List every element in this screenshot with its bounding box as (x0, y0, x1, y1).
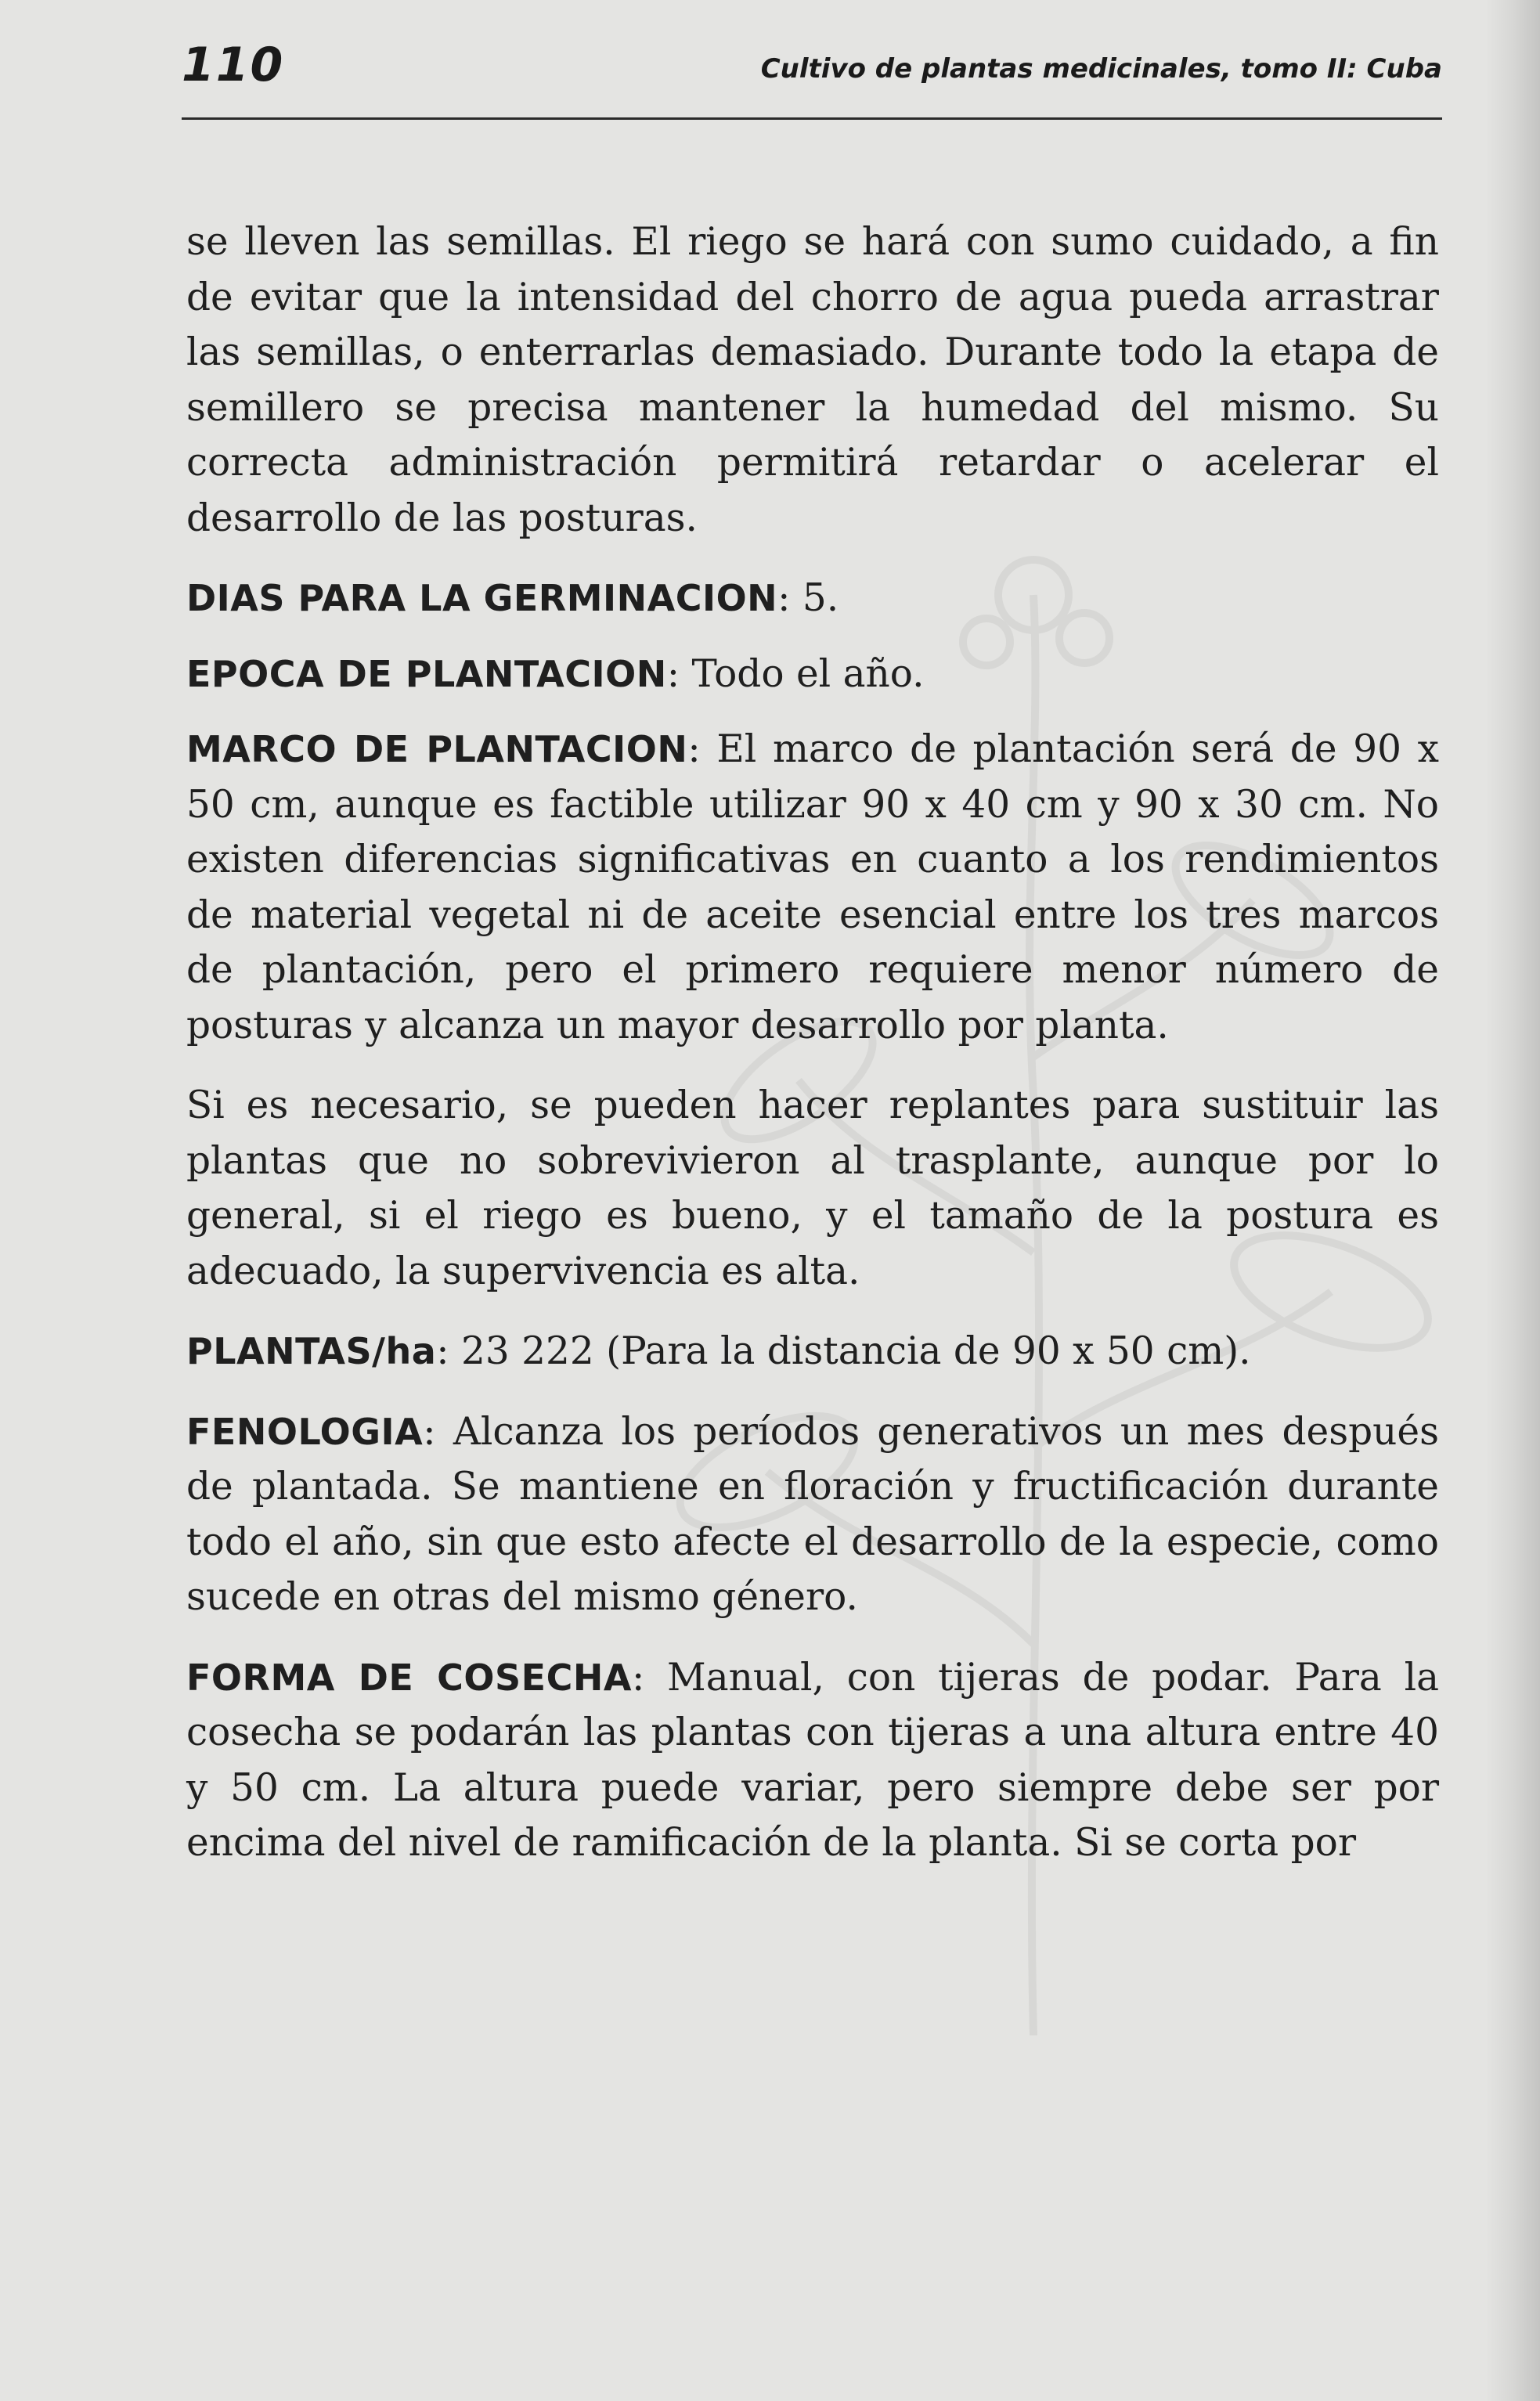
label-epoca-plantacion: EPOCA DE PLANTACION (186, 652, 667, 695)
label-marco-plantacion: MARCO DE PLANTACION (186, 728, 688, 770)
paragraph-replantes: Si es necesario, se pueden hacer replantes para sustituir las plantas que no sobrevivieron al trasplante, aunque por lo general, si el riego es bueno, y el tamaño de la postura es adecuado, la supervivencia es alta. (186, 1083, 1439, 1293)
label-plantas-ha: PLANTAS/ha (186, 1330, 437, 1372)
label-fenologia: FENOLOGIA (186, 1410, 424, 1453)
paragraph-riego: se lleven las semillas. El riego se hará con sumo cuidado, a fin de evitar que la intensidad del chorro de agua pueda arrastrar las semillas, o enterrarlas demasiado. Durante todo la etapa de semillero se precisa mantener la humedad del mismo. Su correcta administración permitirá retardar o acelerar el desarrollo de las posturas. (186, 220, 1439, 540)
label-forma-cosecha: FORMA DE COSECHA (186, 1656, 632, 1699)
value-forma-cosecha: : Manual, con tijeras de podar. Para la cosecha se podarán las plantas con tijeras a una altura entre 40 y 50 cm. La altura puede variar, pero siempre debe ser por encima del nivel de ramificación de la planta. Si se corta por (186, 1655, 1439, 1865)
paragraph-epoca-plantacion (186, 647, 1439, 702)
page-number: 110 (182, 38, 285, 92)
paragraph-marco-plantacion (186, 722, 1439, 1053)
value-epoca-plantacion: : Todo el año. (666, 651, 925, 696)
running-title: Cultivo de plantas medicinales, tomo II: Cuba (760, 53, 1442, 85)
value-dias-germinacion: : 5. (777, 576, 839, 620)
page-header (182, 31, 1442, 120)
value-marco-plantacion: : El marco de plantación será de 90 x 50 cm, aunque es factible utilizar 90 x 40 cm y 90 x 30 cm. No existen diferencias significativas en cuanto a los rendimientos de material vegetal ni de aceite esencial entre los tres marcos de plantación, pero el primero requiere menor número de posturas y alcanza un mayor desarrollo por planta. (186, 727, 1439, 1047)
value-fenologia: : Alcanza los períodos generativos un mes después de plantada. Se mantiene en floración y fructificación durante todo el año, sin que esto afecte el desarrollo de la especie, como sucede en otras del mismo género. (186, 1409, 1439, 1619)
paragraph-plantas-ha (186, 1324, 1439, 1379)
value-plantas-ha: : 23 222 (Para la distancia de 90 x 50 cm). (436, 1329, 1251, 1373)
body-text (186, 215, 1439, 1896)
paragraph-dias-germinacion (186, 571, 1439, 626)
binding-shadow (1485, 0, 1540, 2401)
paragraph-fenologia (186, 1404, 1439, 1625)
paragraph-forma-cosecha (186, 1650, 1439, 1871)
label-dias-germinacion: DIAS PARA LA GERMINACION (186, 577, 778, 619)
